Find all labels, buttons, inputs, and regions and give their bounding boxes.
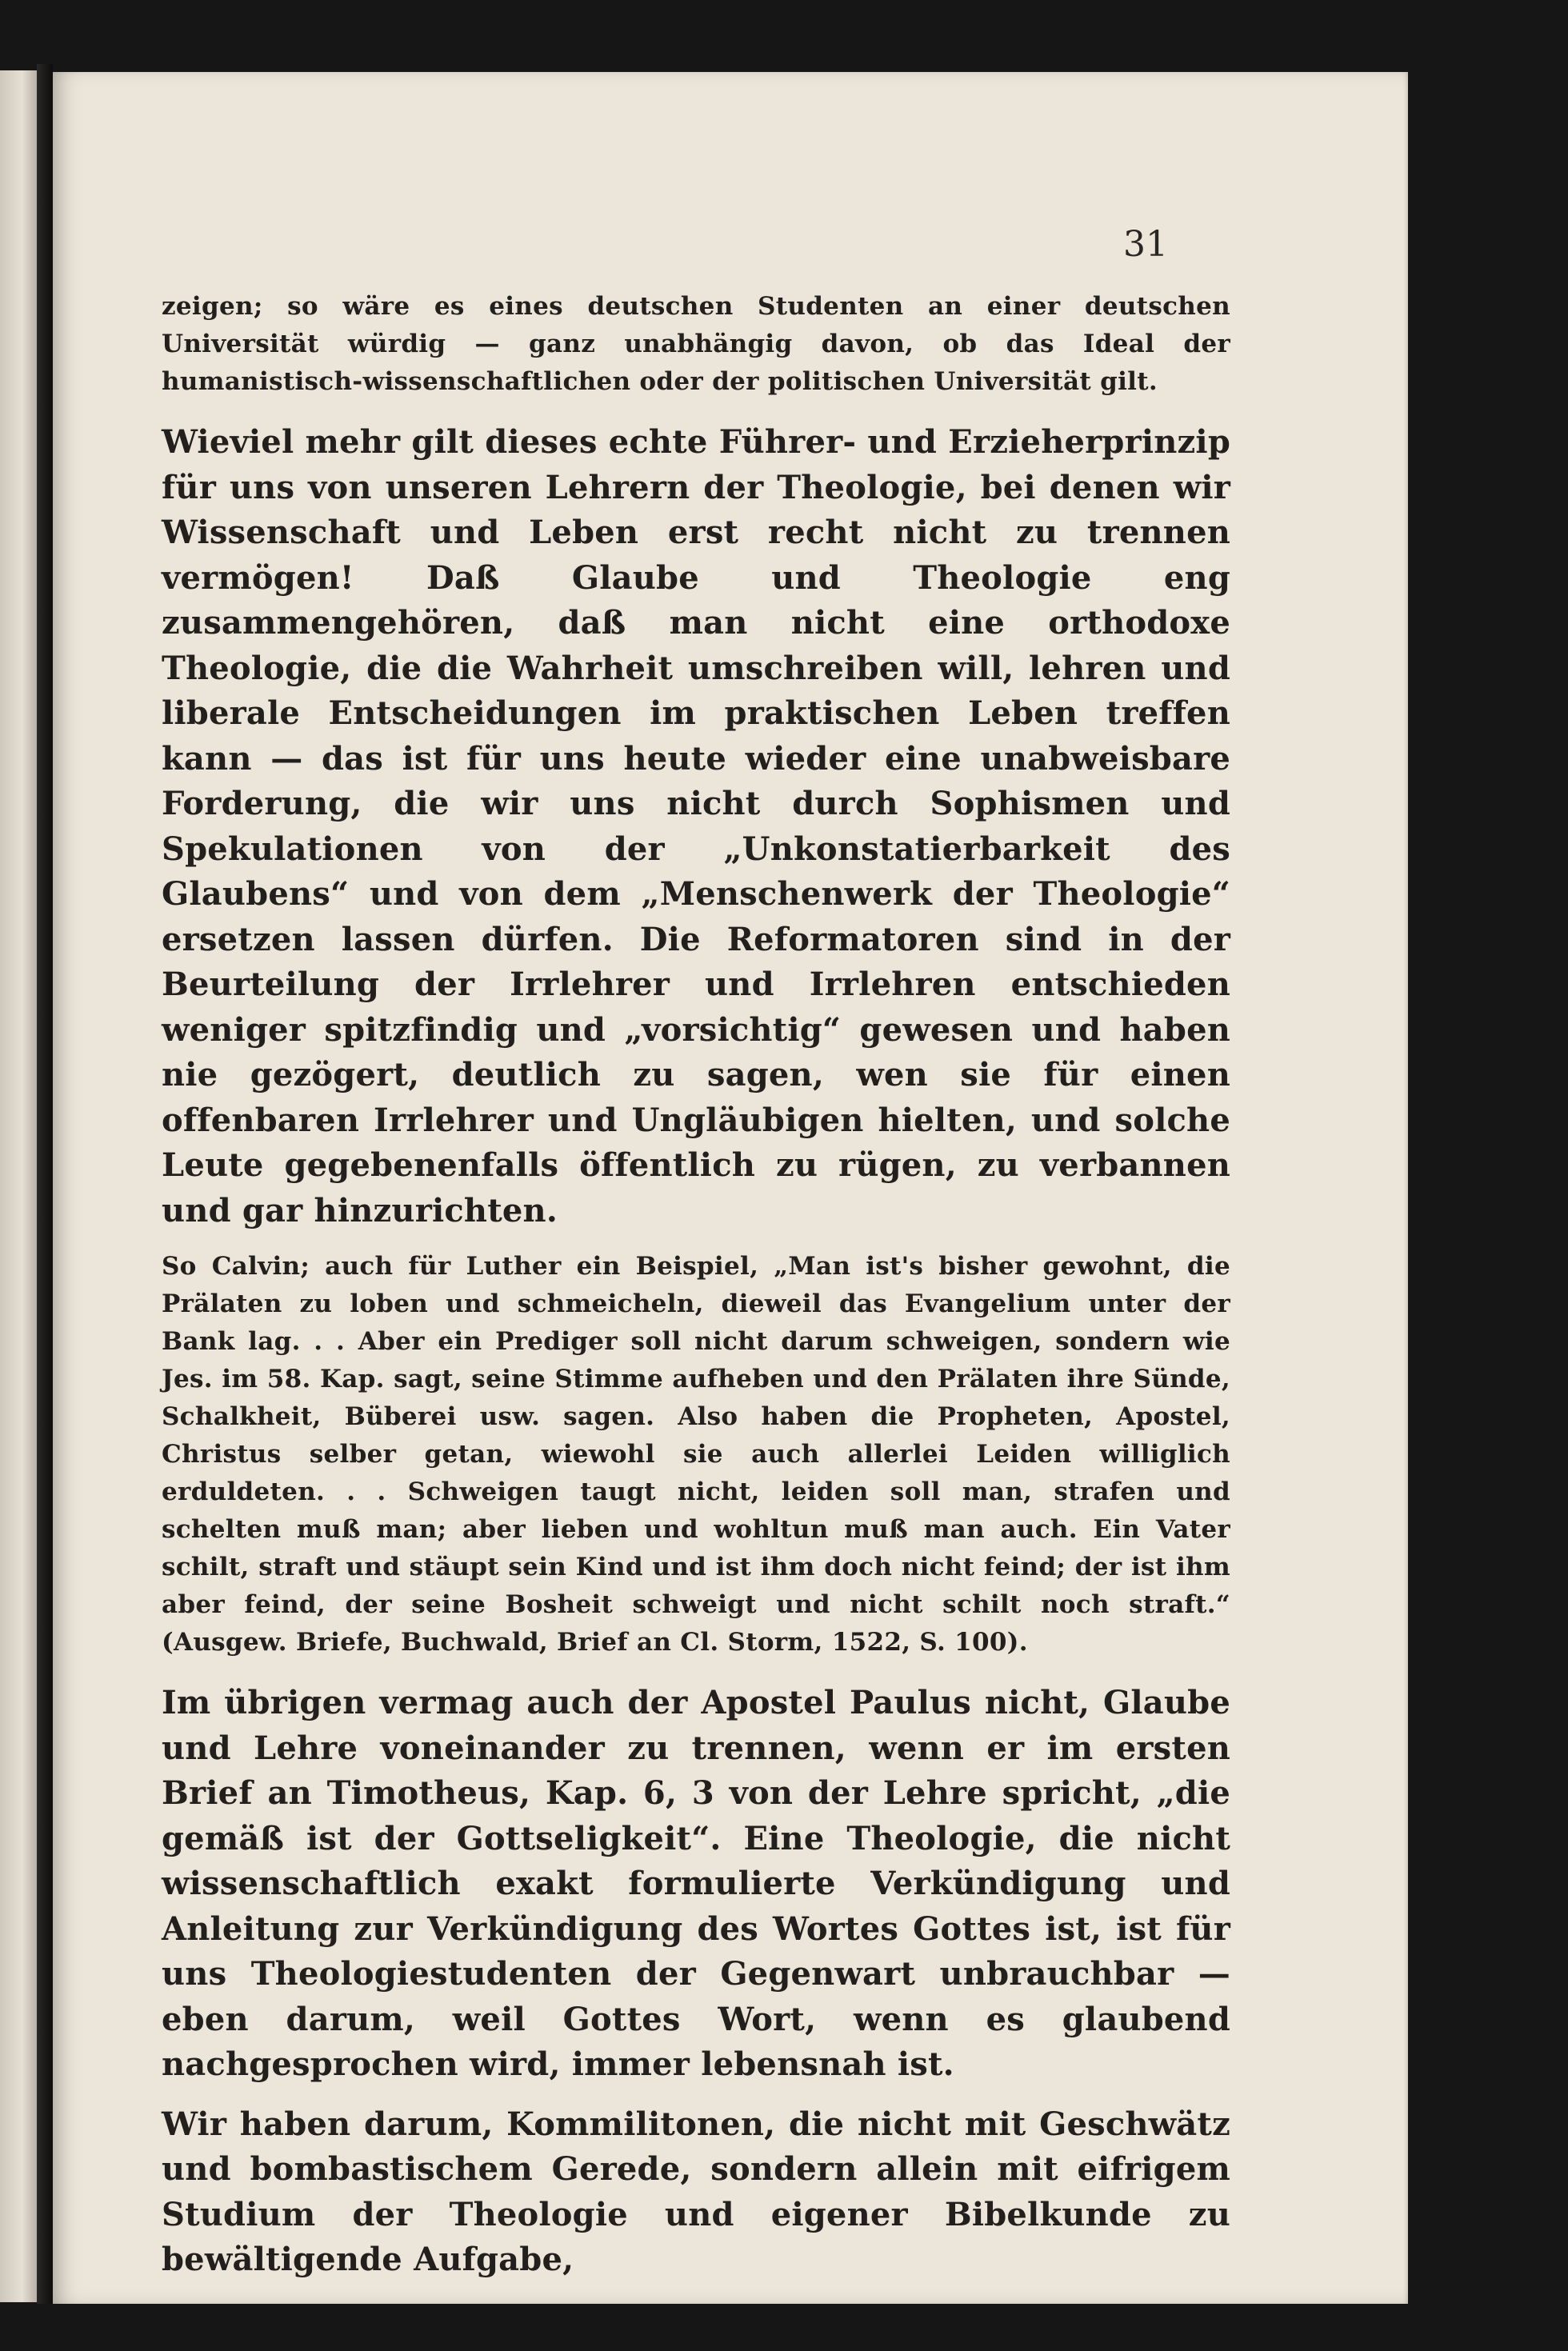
paragraph-kommilitonen: Wir haben darum, Kommilitonen, die nicht mit Geschwätz und bombastischem Gerede, sondern allein mit eifrigem Studium der Theologie und eigener Bibelkunde zu bewältigende Aufgabe, bbox=[162, 2105, 1230, 2278]
left-page-edge bbox=[0, 70, 37, 2302]
page-text bbox=[162, 288, 1230, 2297]
book-page bbox=[53, 72, 1408, 2304]
paragraph-fuehrerprinzip: Wieviel mehr gilt dieses echte Führer- und Erzieherprinzip für uns von unseren Lehrern der Theologie, bei denen wir Wissenschaft und Leben erst recht nicht zu trennen vermögen! Daß Glaube und Theologie eng zusammengehören, daß man nicht eine orthodoxe Theologie, die die Wahrheit umschreiben will, lehren und liberale Entscheidungen im praktischen Leben treffen kann — das ist für uns heute wieder eine unabweisbare Forderung, die wir uns nicht durch Sophismen und Spekulationen von der „Unkonstatierbarkeit des Glaubens“ und von dem „Menschenwerk der Theologie“ ersetzen lassen dürfen. Die Reformatoren sind in der Beurteilung der Irrlehrer und Irrlehren entschieden weniger spitzfindig und „vorsichtig“ gewesen und haben nie gezögert, deutlich zu sagen, wen sie für einen offenbaren Irrlehrer und Ungläubigen hielten, und solche Leute gegebenenfalls öffentlich zu rügen, zu verbannen und gar hinzurichten. bbox=[162, 423, 1230, 1229]
paragraph-luther-quote: So Calvin; auch für Luther ein Beispiel, „Man ist's bisher gewohnt, die Prälaten zu loben und schmeicheln, dieweil das Evangelium unter der Bank lag. . . Aber ein Prediger soll nicht darum schweigen, sondern wie Jes. im 58. Kap. sagt, seine Stimme aufheben und den Prälaten ihre Sünde, Schalkheit, Büberei usw. sagen. Also haben die Propheten, Apostel, Christus selber getan, wiewohl sie auch allerlei Leiden williglich erduldeten. . . Schweigen taugt nicht, leiden soll man, strafen und schelten muß man; aber lieben und wohltun muß man auch. Ein Vater schilt, straft und stäupt sein Kind und ist ihm doch nicht feind; der ist ihm aber feind, der seine Bosheit schweigt und nicht schilt noch straft.“ (Ausgew. Briefe, Buchwald, Brief an Cl. Storm, 1522, S. 100). bbox=[162, 1252, 1230, 1657]
paragraph-paulus: Im übrigen vermag auch der Apostel Paulus nicht, Glaube und Lehre voneinander zu trennen, wenn er im ersten Brief an Timotheus, Kap. 6, 3 von der Lehre spricht, „die gemäß ist der Gottseligkeit“. Eine Theologie, die nicht wissenschaftlich exakt formulierte Verkündigung und Anleitung zur Verkündigung des Wortes Gottes ist, ist für uns Theologiestudenten der Gegenwart unbrauchbar — eben darum, weil Gottes Wort, wenn es glaubend nachgesprochen wird, immer lebensnah ist. bbox=[162, 1684, 1230, 2083]
page-number: 31 bbox=[1123, 224, 1168, 265]
paragraph-intro: zeigen; so wäre es eines deutschen Studenten an einer deutschen Universität würdig — ganz unabhängig davon, ob das Ideal der humanistisch-wissenschaftlichen oder der politischen Universität gilt. bbox=[162, 292, 1230, 396]
book-gutter bbox=[37, 64, 53, 2304]
